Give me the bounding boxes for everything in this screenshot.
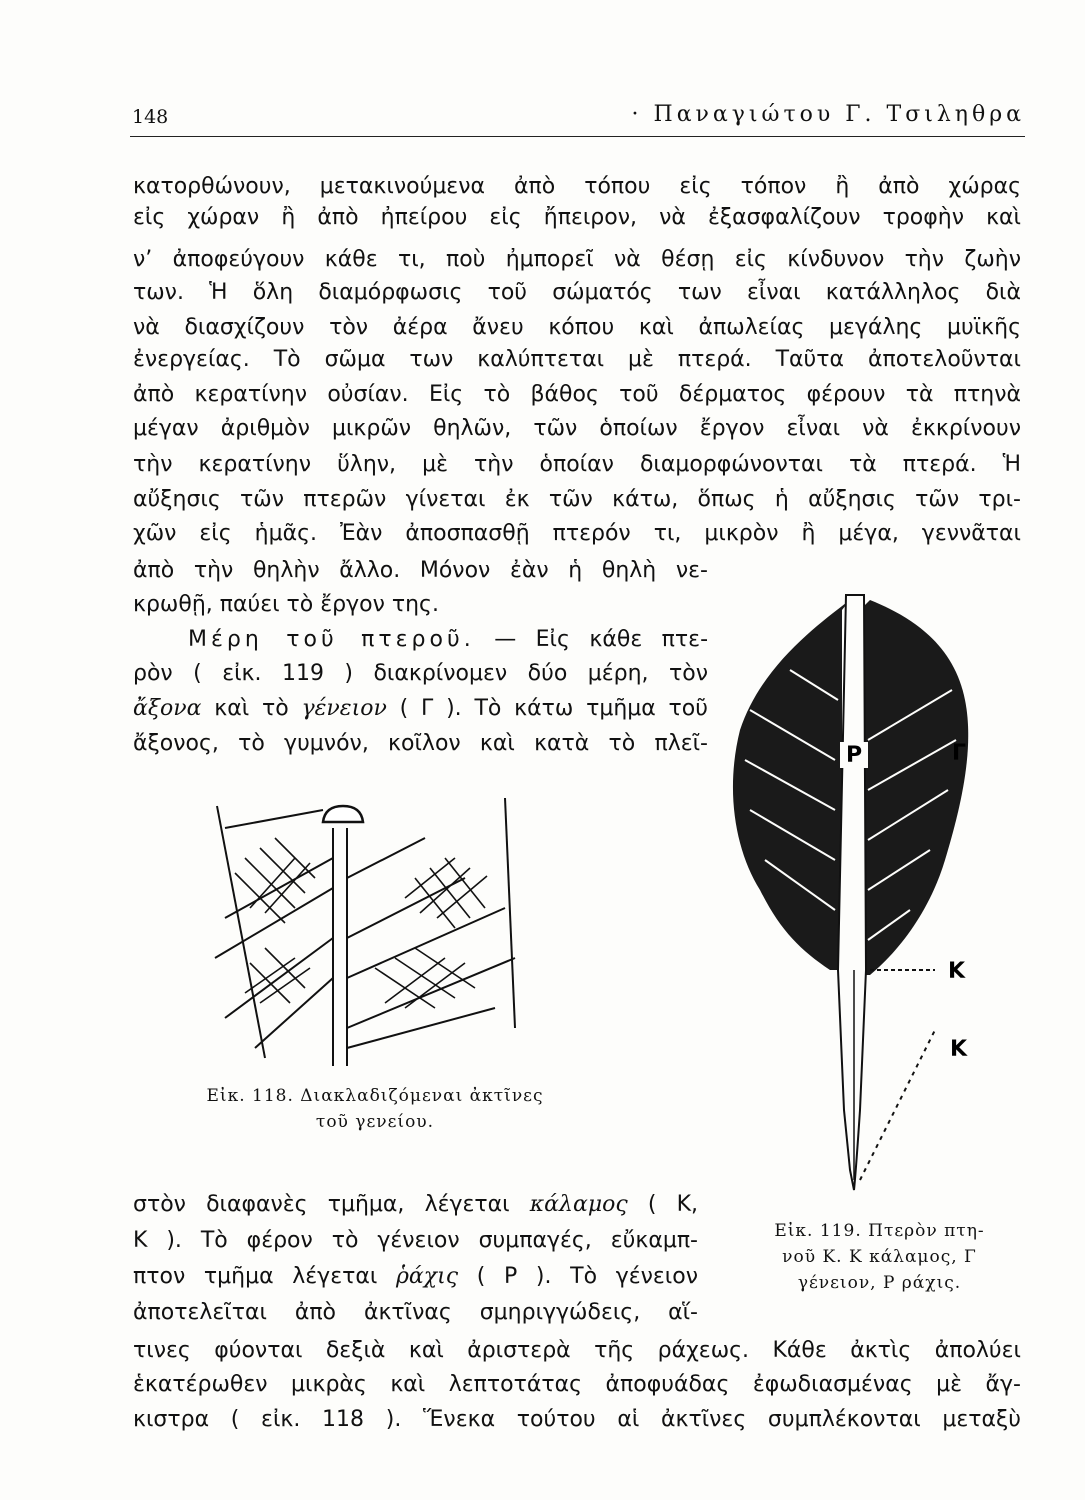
term-calamus: κάλαμος [529, 1192, 628, 1217]
term-axis: ἄξονα [133, 696, 202, 721]
lower-line-2: Κ ). Τὸ φέρον τὸ γένειον συμπαγές, εὔκαμπ- [133, 1228, 698, 1253]
body-line: τινες φύονται δεξιὰ καὶ ἀριστερὰ τῆς ράχεως. Κάθε ἀκτὶς ἀπολύει [133, 1338, 1021, 1363]
lower-line-1 [133, 1190, 698, 1220]
body-line: ἀπὸ κερατίνην οὐσίαν. Εἰς τὸ βάθος τοῦ δέρματος φέρουν τὰ πτηνὰ [133, 382, 1021, 407]
figure-119-caption-line-3: γένειον, Ρ ράχις. [797, 1273, 962, 1293]
page-number: 148 [132, 106, 169, 128]
section-line-3 [133, 694, 708, 724]
figure-119-caption [742, 1218, 1017, 1296]
body-line: αὔξησις τῶν πτερῶν γίνεται ἐκ τῶν κάτω, ὅπως ἡ αὔξησις τῶν τρι- [133, 487, 1021, 512]
term-rachis: ῥάχις [395, 1264, 459, 1289]
body-line: μέγαν ἀριθμὸν μικρῶν θηλῶν, τῶν ὁποίων ἔργον εἶναι νὰ ἐκκρίνουν [133, 416, 1021, 441]
lower-line-4: ἀποτελεῖται ἀπὸ ἀκτῖνας σμηριγγώδεις, αἵ- [133, 1300, 698, 1325]
lower-line-3 [133, 1262, 698, 1292]
section-line-3-end: ( Γ ). Τὸ κάτω τμῆμα τοῦ [386, 696, 708, 721]
page-header [130, 100, 1025, 137]
body-line: κατορθώνουν, μετακινούμενα ἀπὸ τόπου εἰς τόπον ἢ ἀπὸ χώρας [133, 174, 1021, 199]
figure-119-caption-line-1: Εἰκ. 119. Πτερὸν πτη- [774, 1221, 985, 1241]
body-line: ἐνεργείας. Τὸ σῶμα των καλύπτεται μὲ πτερά. Ταῦτα ἀποτελοῦνται [133, 347, 1021, 372]
figure-118-caption-line-1: Εἰκ. 118. Διακλαδιζόμεναι ἀκτῖνες [206, 1086, 544, 1106]
body-line: κρωθῇ, παύει τὸ ἔργον της. [133, 592, 439, 617]
body-line: νὰ διασχίζουν τὸν ἀέρα ἄνευ κόπου καὶ ἀπωλείας μεγάλης μυϊκῆς [133, 315, 1021, 340]
section-line-1 [188, 625, 708, 655]
figure-118-caption-line-2: τοῦ γενείου. [315, 1112, 435, 1132]
section-heading: Μέρη τοῦ πτεροῦ. [188, 627, 475, 652]
body-line: ἀπὸ τὴν θηλὴν ἄλλο. Μόνον ἐὰν ἡ θηλὴ νε- [133, 558, 708, 583]
figure-119-feather-illustration [720, 590, 1020, 1210]
lower-line-3-a: πτον τμῆμα λέγεται [133, 1264, 396, 1289]
section-line-4: ἄξονος, τὸ γυμνόν, κοῖλον καὶ κατὰ τὸ πλεῖ- [133, 731, 708, 756]
section-line-3-mid: καὶ τὸ [201, 696, 302, 721]
lower-line-1-b: ( Κ, [627, 1192, 698, 1217]
running-title: · Παναγιώτου Γ. Τσιληθρα [631, 102, 1025, 127]
term-vane: γένειον [301, 696, 387, 721]
figure-119-caption-line-2: νοῦ Κ. Κ κάλαμος, Γ [782, 1247, 977, 1267]
body-line: των. Ἡ ὅλη διαμόρφωσις τοῦ σώματός των εἶναι κατάλληλος διὰ [133, 280, 1021, 305]
figure-118-caption [205, 1083, 545, 1135]
figure-118-barbs-illustration [205, 798, 545, 1070]
section-line-2: ρὸν ( εἰκ. 119 ) διακρίνομεν δύο μέρη, τὸν [133, 661, 708, 686]
label-rachis: Ρ [846, 743, 863, 768]
body-line: χῶν εἰς ἡμᾶς. Ἐὰν ἀποσπασθῇ πτερόν τι, μικρὸν ἢ μέγα, γεννᾶται [133, 521, 1021, 546]
body-line: εἰς χώραν ἢ ἀπὸ ἠπείρου εἰς ἤπειρον, νὰ ἐξασφαλίζουν τροφὴν καὶ [133, 205, 1021, 230]
body-line: κιστρα ( εἰκ. 118 ). Ἕνεκα τούτου αἱ ἀκτῖνες συμπλέκονται μεταξὺ [133, 1407, 1021, 1432]
body-line: ἑκατέρωθεν μικρὰς καὶ λεπτοτάτας ἀποφυάδας ἐφωδιασμένας μὲ ἄγ- [133, 1372, 1021, 1397]
label-vane: Γ [952, 741, 967, 766]
label-calamus-1: Κ [948, 959, 966, 984]
section-dash-text: — Εἰς κάθε πτε- [494, 627, 709, 652]
label-calamus-2: Κ [950, 1037, 968, 1062]
lower-line-1-a: στὸν διαφανὲς τμῆμα, λέγεται [133, 1192, 530, 1217]
lower-line-3-b: ( Ρ ). Τὸ γένειον [458, 1264, 698, 1289]
body-line: ν’ ἀποφεύγουν κάθε τι, ποὺ ἠμπορεῖ νὰ θέσῃ εἰς κίνδυνον τὴν ζωὴν [133, 247, 1021, 272]
body-line: τὴν κερατίνην ὕλην, μὲ τὴν ὁποίαν διαμορφώνονται τὰ πτερά. Ἡ [133, 452, 1021, 477]
